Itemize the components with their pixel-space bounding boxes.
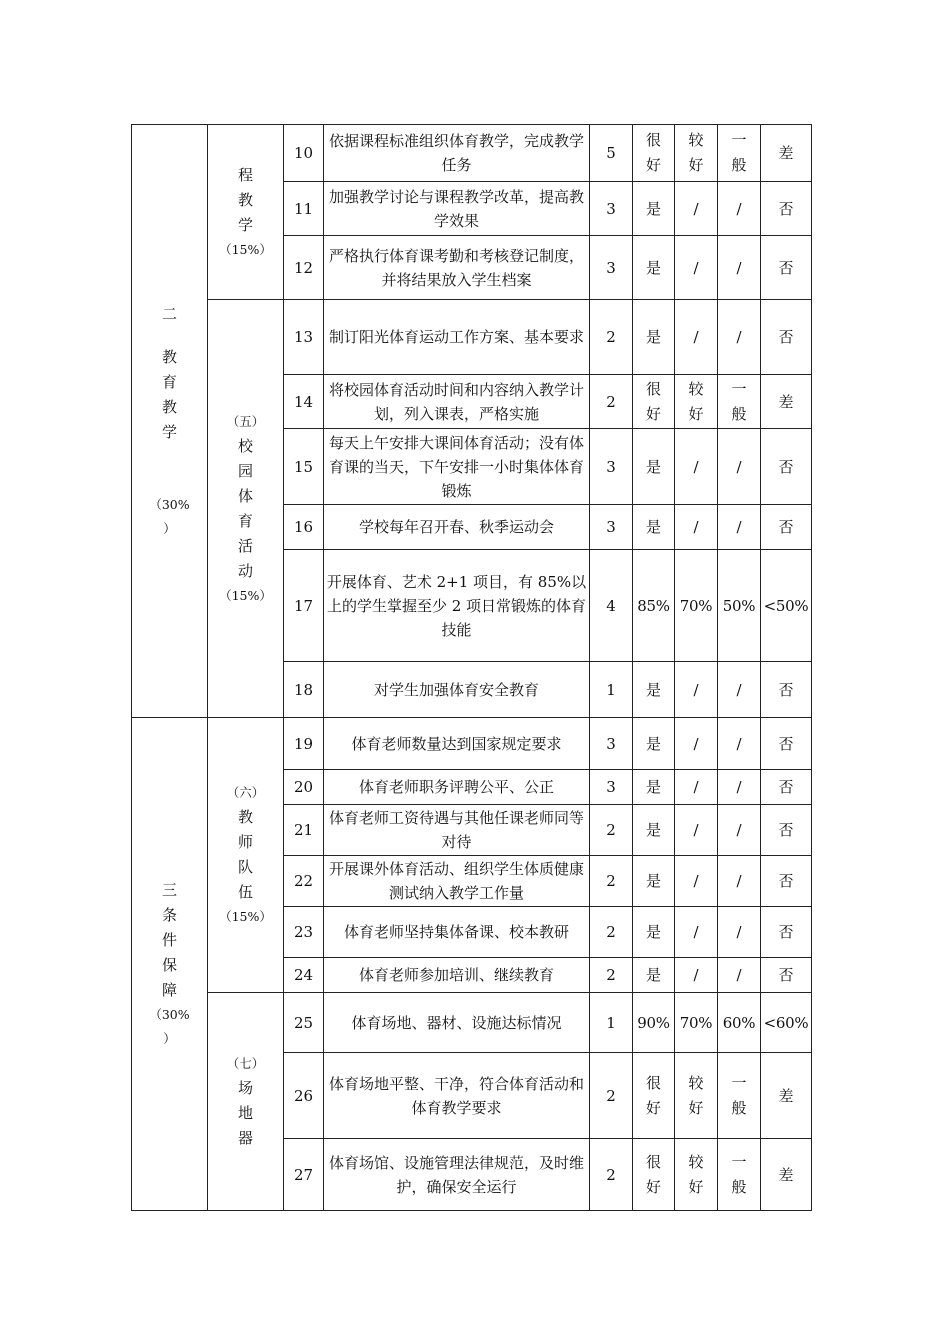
item-score: 3	[590, 429, 633, 505]
item-text: 每天上午安排大课间体育活动；没有体育课的当天，下午安排一小时集体体育锻炼	[324, 429, 590, 505]
grade-2: /	[675, 505, 718, 550]
grade-4: 否	[761, 662, 812, 718]
grade-3: /	[718, 770, 761, 805]
item-score: 2	[590, 375, 633, 429]
grade-3: 一般	[718, 1139, 761, 1211]
grade-4: 差	[761, 1053, 812, 1139]
grade-1: 85%	[633, 550, 675, 662]
table-row	[132, 300, 812, 375]
item-score: 3	[590, 505, 633, 550]
item-score: 2	[590, 1139, 633, 1211]
subcategory-campus-activity-cell	[208, 300, 284, 718]
item-text: 体育场地、器材、设施达标情况	[324, 993, 590, 1053]
table-row	[132, 125, 812, 182]
grade-1: 是	[633, 856, 675, 907]
grade-3: /	[718, 718, 761, 770]
grade-3: /	[718, 958, 761, 993]
item-score: 1	[590, 662, 633, 718]
grade-1: 是	[633, 907, 675, 958]
grade-1: 很好	[633, 1053, 675, 1139]
grade-3: /	[718, 182, 761, 236]
item-text: 学校每年召开春、秋季运动会	[324, 505, 590, 550]
grade-3: /	[718, 662, 761, 718]
grade-1: 是	[633, 429, 675, 505]
item-text: 对学生加强体育安全教育	[324, 662, 590, 718]
grade-1: 很好	[633, 375, 675, 429]
grade-4: 差	[761, 125, 812, 182]
grade-1: 是	[633, 718, 675, 770]
grade-2: /	[675, 770, 718, 805]
grade-4: 否	[761, 856, 812, 907]
grade-2: /	[675, 718, 718, 770]
grade-2: 较好	[675, 1053, 718, 1139]
grade-3: /	[718, 236, 761, 300]
subcategory-teaching-cell	[208, 125, 284, 300]
subcategory-name: 校园体育活动	[237, 436, 253, 580]
item-number: 10	[284, 125, 324, 182]
grade-1: 是	[633, 505, 675, 550]
grade-2: /	[675, 662, 718, 718]
grade-2: 70%	[675, 550, 718, 662]
item-number: 24	[284, 958, 324, 993]
grade-3: 50%	[718, 550, 761, 662]
item-text: 加强教学讨论与课程教学改革，提高教学效果	[324, 182, 590, 236]
grade-4: 否	[761, 958, 812, 993]
item-text: 依据课程标准组织体育教学，完成教学任务	[324, 125, 590, 182]
category-pct: （30%	[149, 496, 190, 512]
grade-1: 是	[633, 805, 675, 856]
item-score: 2	[590, 907, 633, 958]
subcategory-name: 场地器	[237, 1079, 253, 1147]
grade-4: 否	[761, 236, 812, 300]
grade-2: /	[675, 907, 718, 958]
grade-2: /	[675, 805, 718, 856]
item-text: 体育场地平整、干净，符合体育活动和体育教学要求	[324, 1053, 590, 1139]
grade-4: 差	[761, 375, 812, 429]
subcategory-pct: （15%）	[219, 587, 272, 603]
category-pct: （30%	[149, 1006, 190, 1022]
category-education-cell: 二 教育教学 （30% ）	[132, 125, 208, 718]
grade-2: 较好	[675, 1139, 718, 1211]
item-score: 2	[590, 300, 633, 375]
grade-3: 一般	[718, 1053, 761, 1139]
item-text: 制订阳光体育运动工作方案、基本要求	[324, 300, 590, 375]
item-number: 25	[284, 993, 324, 1053]
grade-4: 否	[761, 505, 812, 550]
grade-4: 否	[761, 300, 812, 375]
grade-2: 较好	[675, 125, 718, 182]
item-text: 严格执行体育课考勤和考核登记制度，并将结果放入学生档案	[324, 236, 590, 300]
evaluation-table	[131, 124, 812, 1211]
grade-4: 否	[761, 429, 812, 505]
grade-3: /	[718, 856, 761, 907]
subcategory-name: 教师队伍	[237, 808, 253, 901]
grade-3: /	[718, 907, 761, 958]
item-text: 开展课外体育活动、组织学生体质健康测试纳入教学工作量	[324, 856, 590, 907]
subcategory-pct: （15%）	[219, 241, 272, 257]
grade-3: 一般	[718, 125, 761, 182]
grade-4: 否	[761, 718, 812, 770]
subcategory-label: （五）	[226, 413, 265, 429]
grade-2: 70%	[675, 993, 718, 1053]
item-text: 体育老师工资待遇与其他任课老师同等对待	[324, 805, 590, 856]
item-score: 5	[590, 125, 633, 182]
item-score: 2	[590, 805, 633, 856]
grade-1: 是	[633, 958, 675, 993]
grade-4: 否	[761, 805, 812, 856]
grade-2: /	[675, 429, 718, 505]
item-text: 体育场馆、设施管理法律规范，及时维护，确保安全运行	[324, 1139, 590, 1211]
item-score: 2	[590, 856, 633, 907]
item-number: 11	[284, 182, 324, 236]
subcategory-label: （六）	[226, 785, 265, 800]
grade-1: 很好	[633, 125, 675, 182]
subcategory-facilities-cell	[208, 993, 284, 1211]
grade-3: 一般	[718, 375, 761, 429]
grade-1: 是	[633, 770, 675, 805]
grade-4: 否	[761, 182, 812, 236]
item-score: 1	[590, 993, 633, 1053]
item-score: 2	[590, 958, 633, 993]
category-name: 三条件保障	[161, 880, 177, 999]
item-number: 21	[284, 805, 324, 856]
item-text: 体育老师参加培训、继续教育	[324, 958, 590, 993]
item-score: 3	[590, 718, 633, 770]
grade-4: 否	[761, 907, 812, 958]
grade-2: /	[675, 856, 718, 907]
subcategory-teachers-cell	[208, 718, 284, 993]
item-number: 22	[284, 856, 324, 907]
grade-1: 是	[633, 300, 675, 375]
grade-2: /	[675, 300, 718, 375]
item-number: 14	[284, 375, 324, 429]
item-number: 20	[284, 770, 324, 805]
item-text: 开展体育、艺术 2+1 项目，有 85%以上的学生掌握至少 2 项日常锻炼的体育技能	[324, 550, 590, 662]
grade-1: 是	[633, 236, 675, 300]
grade-1: 是	[633, 182, 675, 236]
grade-3: /	[718, 300, 761, 375]
subcategory-label: （七）	[226, 1056, 265, 1071]
grade-3: /	[718, 505, 761, 550]
grade-4: 差	[761, 1139, 812, 1211]
item-number: 23	[284, 907, 324, 958]
category-conditions-cell: 三条件保障 （30% ）	[132, 718, 208, 1211]
table-row	[132, 718, 812, 770]
grade-2: 较好	[675, 375, 718, 429]
item-number: 16	[284, 505, 324, 550]
item-score: 3	[590, 770, 633, 805]
item-number: 13	[284, 300, 324, 375]
item-score: 3	[590, 236, 633, 300]
item-number: 15	[284, 429, 324, 505]
item-score: 3	[590, 182, 633, 236]
category-name: 教育教学	[161, 347, 177, 441]
grade-2: /	[675, 236, 718, 300]
item-number: 17	[284, 550, 324, 662]
item-text: 体育老师坚持集体备课、校本教研	[324, 907, 590, 958]
grade-1: 90%	[633, 993, 675, 1053]
grade-4: <50%	[761, 550, 812, 662]
item-number: 12	[284, 236, 324, 300]
grade-1: 很好	[633, 1139, 675, 1211]
grade-3: /	[718, 429, 761, 505]
grade-3: /	[718, 805, 761, 856]
item-number: 19	[284, 718, 324, 770]
item-number: 27	[284, 1139, 324, 1211]
grade-3: 60%	[718, 993, 761, 1053]
subcategory-name: 程教学	[237, 165, 253, 234]
subcategory-pct: （15%）	[219, 909, 272, 924]
grade-4: <60%	[761, 993, 812, 1053]
item-text: 体育老师职务评聘公平、公正	[324, 770, 590, 805]
grade-4: 否	[761, 770, 812, 805]
item-score: 4	[590, 550, 633, 662]
item-number: 26	[284, 1053, 324, 1139]
item-number: 18	[284, 662, 324, 718]
item-score: 2	[590, 1053, 633, 1139]
grade-2: /	[675, 958, 718, 993]
grade-1: 是	[633, 662, 675, 718]
item-text: 体育老师数量达到国家规定要求	[324, 718, 590, 770]
item-text: 将校园体育活动时间和内容纳入教学计划，列入课表，严格实施	[324, 375, 590, 429]
grade-2: /	[675, 182, 718, 236]
table-row	[132, 993, 812, 1053]
category-numeral: 二	[161, 304, 177, 323]
